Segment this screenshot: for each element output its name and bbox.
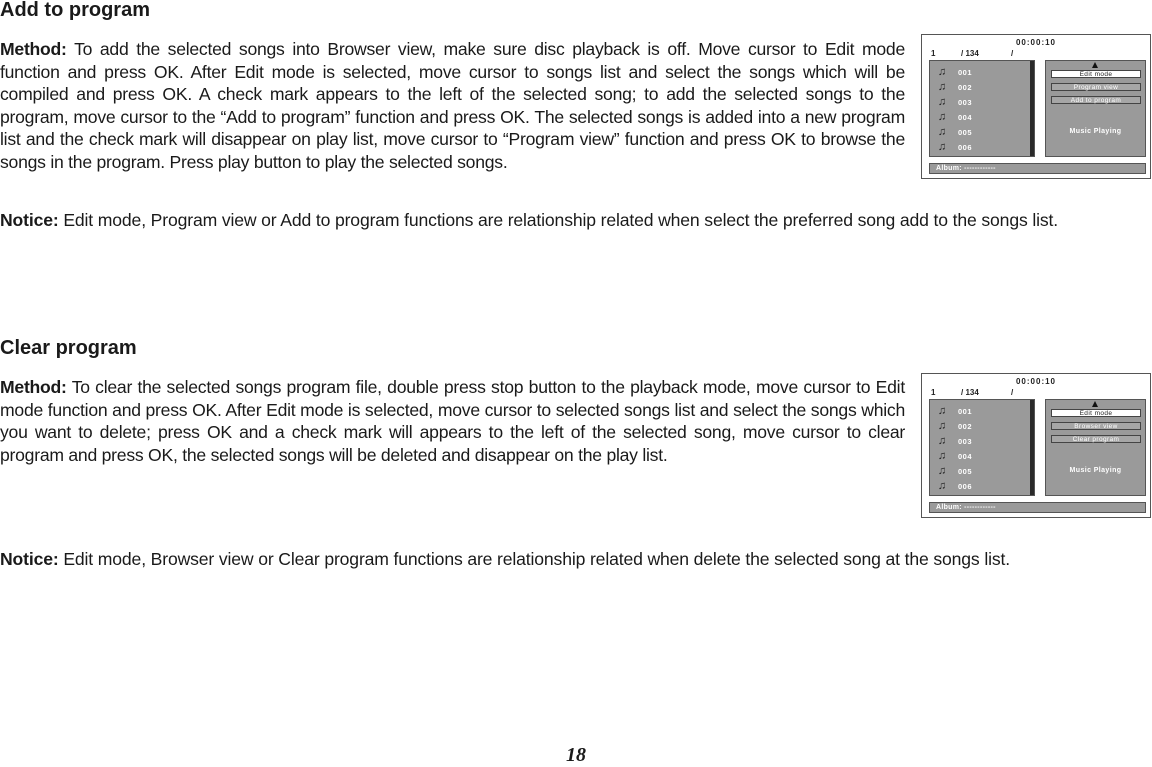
music-note-icon: ♫ xyxy=(937,405,947,417)
method-paragraph xyxy=(0,376,905,466)
track-total: / 134 xyxy=(961,49,979,58)
playback-status: Music Playing xyxy=(1069,467,1122,474)
notice-text: Edit mode, Browser view or Clear program functions are relationship related when delete the selected song at the songs list. xyxy=(63,549,1010,569)
track-separator: / xyxy=(1011,49,1014,58)
song-number: 004 xyxy=(958,451,973,461)
song-number: 002 xyxy=(958,421,973,431)
song-number: 006 xyxy=(958,142,973,152)
track-number: 1 xyxy=(931,388,936,397)
section-title: Clear program xyxy=(0,337,137,359)
function-panel xyxy=(1045,399,1146,496)
music-note-icon: ♫ xyxy=(937,420,947,432)
song-number: 003 xyxy=(958,436,973,446)
song-number: 003 xyxy=(958,97,973,107)
music-note-icon: ♫ xyxy=(937,450,947,462)
song-item[interactable] xyxy=(936,449,972,463)
song-list xyxy=(929,399,1035,496)
music-note-icon: ♫ xyxy=(937,81,947,93)
song-number: 001 xyxy=(958,67,973,77)
function-panel xyxy=(1045,60,1146,157)
song-number: 005 xyxy=(958,466,973,476)
elapsed-time: 00:00:10 xyxy=(1015,377,1057,386)
track-total: / 134 xyxy=(961,388,979,397)
song-item[interactable] xyxy=(936,464,972,478)
song-item[interactable] xyxy=(936,140,972,154)
notice-label: Notice: xyxy=(0,210,59,230)
song-item[interactable] xyxy=(936,65,972,79)
section-add-to-program xyxy=(0,0,1152,250)
edit-mode-button[interactable]: Edit mode xyxy=(1051,70,1141,78)
track-number: 1 xyxy=(931,49,936,58)
music-note-icon: ♫ xyxy=(937,126,947,138)
music-note-icon: ♫ xyxy=(937,96,947,108)
method-label: Method: xyxy=(0,39,67,59)
notice-label: Notice: xyxy=(0,549,59,569)
song-item[interactable] xyxy=(936,95,972,109)
method-paragraph xyxy=(0,38,905,173)
notice-paragraph xyxy=(0,548,1010,570)
album-bar: Album: ------------ xyxy=(929,163,1146,174)
music-note-icon: ♫ xyxy=(937,141,947,153)
clear-program-button[interactable]: Clear program xyxy=(1051,435,1141,443)
song-number: 002 xyxy=(958,82,973,92)
playback-status: Music Playing xyxy=(1069,128,1122,135)
elapsed-time: 00:00:10 xyxy=(1015,38,1057,47)
music-note-icon: ♫ xyxy=(937,66,947,78)
method-label: Method: xyxy=(0,377,67,397)
song-item[interactable] xyxy=(936,479,972,493)
section-clear-program xyxy=(0,338,1152,588)
track-separator: / xyxy=(1011,388,1014,397)
list-scrollbar[interactable] xyxy=(1030,61,1034,156)
add-to-program-button[interactable]: Add to program xyxy=(1051,96,1141,104)
page-number: 18 xyxy=(566,744,586,766)
program-view-button[interactable]: Program view xyxy=(1051,83,1141,91)
song-number: 005 xyxy=(958,127,973,137)
song-item[interactable] xyxy=(936,419,972,433)
notice-text: Edit mode, Program view or Add to program functions are relationship related when select the preferred song add to the songs list. xyxy=(63,210,1058,230)
music-note-icon: ♫ xyxy=(937,435,947,447)
song-item[interactable] xyxy=(936,80,972,94)
song-list xyxy=(929,60,1035,157)
album-bar: Album: ------------ xyxy=(929,502,1146,513)
up-arrow-icon[interactable] xyxy=(1092,401,1098,407)
browser-view-button[interactable]: Browser view xyxy=(1051,422,1141,430)
method-text: To add the selected songs into Browser view, make sure disc playback is off. Move cursor to Edit mode function and press OK. After Edit mode is selected, move cursor to songs list and select the songs which will be compiled and press OK. A check mark appears to the left of the selected song; to add the selected songs to the program, move cursor to the “Add to program” function and press OK. The selected songs is added into a new program list and the check mark will disappear on play list, move cursor to “Program view” function and press OK to browse the songs in the program. Press play button to play the selected songs. xyxy=(0,39,906,172)
song-number: 001 xyxy=(958,406,973,416)
edit-mode-button[interactable]: Edit mode xyxy=(1051,409,1141,417)
music-note-icon: ♫ xyxy=(937,480,947,492)
song-item[interactable] xyxy=(936,125,972,139)
method-text: To clear the selected songs program file, double press stop button to the playback mode, move cursor to Edit mode function and press OK. After Edit mode is selected, move cursor to selected songs list and select the songs which you want to delete; press OK and a check mark will appears to the left of the selected song, move cursor to clear program and press OK, the selected songs will be deleted and disappear on the play list. xyxy=(0,377,905,465)
song-item[interactable] xyxy=(936,110,972,124)
list-scrollbar[interactable] xyxy=(1030,400,1034,495)
song-number: 004 xyxy=(958,112,973,122)
osd-screen xyxy=(921,373,1151,518)
music-note-icon: ♫ xyxy=(937,111,947,123)
notice-paragraph xyxy=(0,209,1058,231)
up-arrow-icon[interactable] xyxy=(1092,62,1098,68)
section-title: Add to program xyxy=(0,0,150,21)
song-item[interactable] xyxy=(936,404,972,418)
song-item[interactable] xyxy=(936,434,972,448)
music-note-icon: ♫ xyxy=(937,465,947,477)
song-number: 006 xyxy=(958,481,973,491)
osd-screen xyxy=(921,34,1151,179)
